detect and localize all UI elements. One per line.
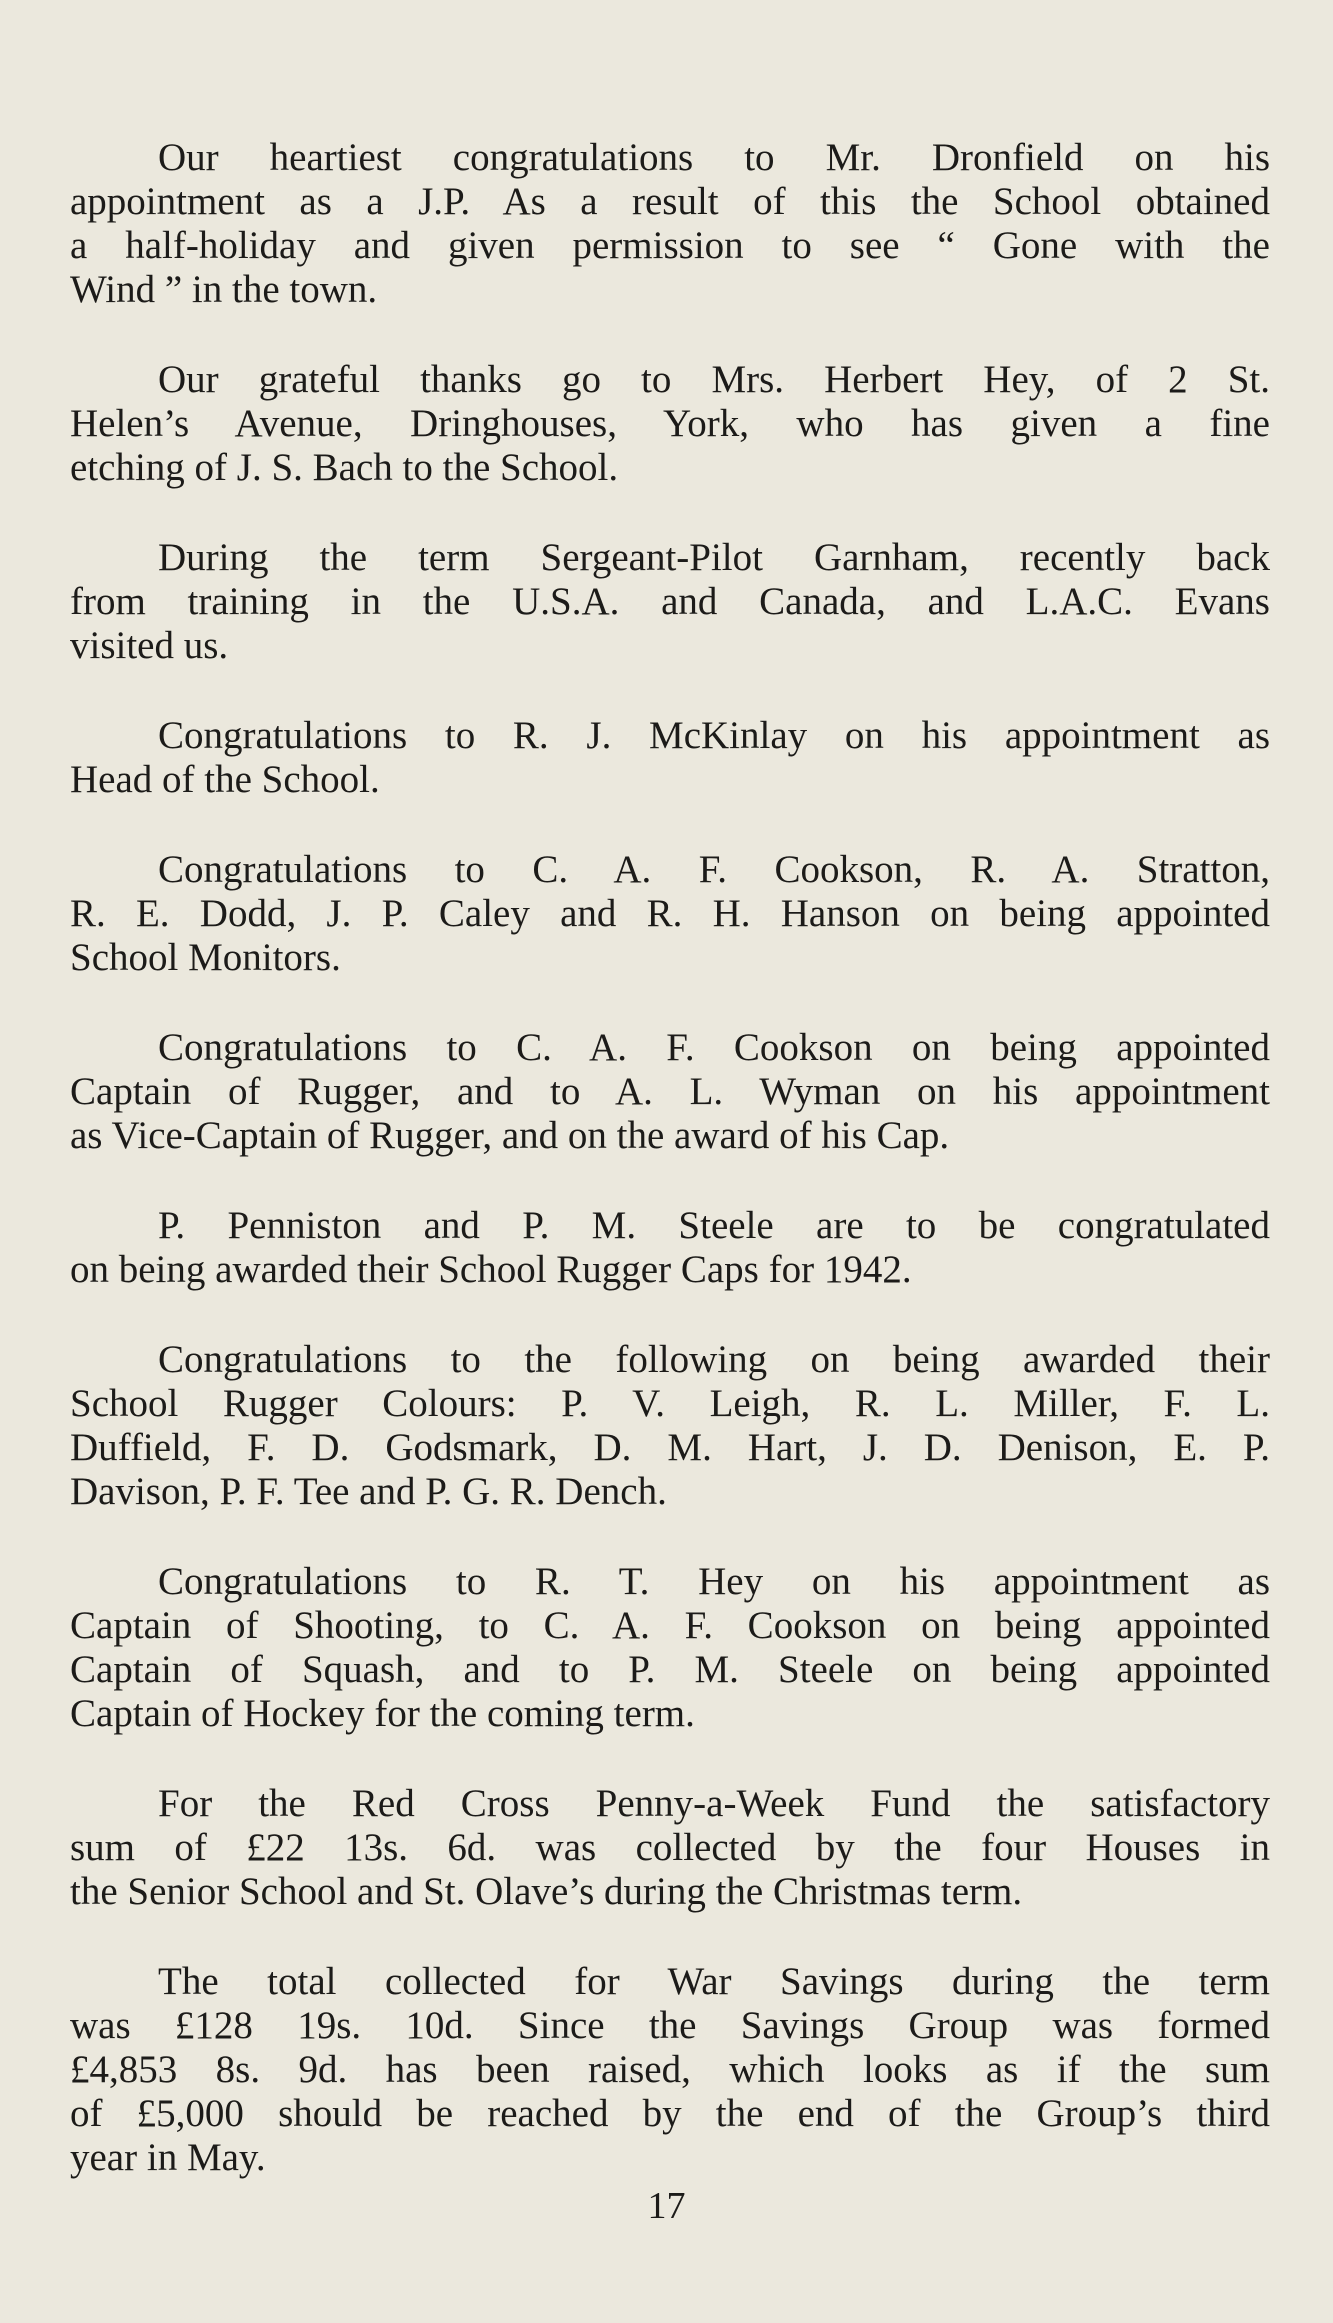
paragraph-visitors: [70, 536, 1270, 668]
text-line: Duffield, F. D. Godsmark, D. M. Hart, J. D. Denison, E. P.: [70, 1426, 1270, 1469]
text-line: appointment as a J.P. As a result of this the School obtained: [70, 180, 1270, 223]
paragraph-red-cross: [70, 1782, 1270, 1914]
paragraph-rugger-colours: [70, 1338, 1270, 1514]
text-line: Captain of Rugger, and to A. L. Wyman on his appointment: [70, 1070, 1270, 1113]
text-line: Congratulations to R. T. Hey on his appointment as: [158, 1560, 1270, 1603]
text-line: the Senior School and St. Olave’s during the Christmas term.: [70, 1870, 1023, 1913]
paragraph-captains: [70, 1560, 1270, 1736]
text-line: Congratulations to C. A. F. Cookson on being appointed: [158, 1026, 1270, 1069]
text-line: of £5,000 should be reached by the end of the Group’s third: [70, 2092, 1270, 2135]
text-line: School Monitors.: [70, 936, 341, 979]
paragraph-war-savings: [70, 1960, 1270, 2180]
text-column: [70, 136, 1270, 2226]
text-line: from training in the U.S.A. and Canada, and L.A.C. Evans: [70, 580, 1270, 623]
paragraph-head-of-school: [70, 714, 1270, 802]
paragraph-rugger-captain: [70, 1026, 1270, 1158]
text-line: Davison, P. F. Tee and P. G. R. Dench.: [70, 1470, 667, 1513]
text-line: as Vice-Captain of Rugger, and on the award of his Cap.: [70, 1114, 950, 1157]
text-line: Congratulations to C. A. F. Cookson, R. A. Stratton,: [158, 848, 1270, 891]
text-line: Wind ” in the town.: [70, 268, 378, 311]
text-line: year in May.: [70, 2136, 266, 2179]
text-line: Congratulations to the following on being awarded their: [158, 1338, 1270, 1381]
text-line: The total collected for War Savings during the term: [158, 1960, 1270, 2003]
page-number: 17: [647, 2185, 686, 2227]
text-line: Our grateful thanks go to Mrs. Herbert Hey, of 2 St.: [158, 358, 1270, 401]
paragraph-rugger-caps: [70, 1204, 1270, 1292]
text-line: Helen’s Avenue, Dringhouses, York, who has given a fine: [70, 402, 1270, 445]
text-line: Head of the School.: [70, 758, 380, 801]
text-line: P. Penniston and P. M. Steele are to be congratulated: [158, 1204, 1270, 1247]
text-line: Our heartiest congratulations to Mr. Dronfield on his: [158, 136, 1270, 179]
text-line: R. E. Dodd, J. P. Caley and R. H. Hanson on being appointed: [70, 892, 1270, 935]
text-line: Captain of Squash, and to P. M. Steele on being appointed: [70, 1648, 1270, 1691]
text-line: For the Red Cross Penny-a-Week Fund the satisfactory: [158, 1782, 1270, 1825]
text-line: was £128 19s. 10d. Since the Savings Group was formed: [70, 2004, 1270, 2047]
text-line: Congratulations to R. J. McKinlay on his appointment as: [158, 714, 1270, 757]
text-line: School Rugger Colours: P. V. Leigh, R. L. Miller, F. L.: [70, 1382, 1270, 1425]
text-line: £4,853 8s. 9d. has been raised, which looks as if the sum: [70, 2048, 1270, 2091]
paragraph-dronfield: [70, 136, 1270, 312]
text-line: visited us.: [70, 624, 229, 667]
text-line: sum of £22 13s. 6d. was collected by the four Houses in: [70, 1826, 1270, 1869]
text-line: Captain of Hockey for the coming term.: [70, 1692, 695, 1735]
paragraph-monitors: [70, 848, 1270, 980]
text-line: During the term Sergeant-Pilot Garnham, recently back: [158, 536, 1270, 579]
paragraph-hey-etching: [70, 358, 1270, 490]
text-line: a half-holiday and given permission to see “ Gone with the: [70, 224, 1270, 267]
text-line: Captain of Shooting, to C. A. F. Cookson on being appointed: [70, 1604, 1270, 1647]
text-line: on being awarded their School Rugger Caps for 1942.: [70, 1248, 912, 1291]
text-line: etching of J. S. Bach to the School.: [70, 446, 619, 489]
